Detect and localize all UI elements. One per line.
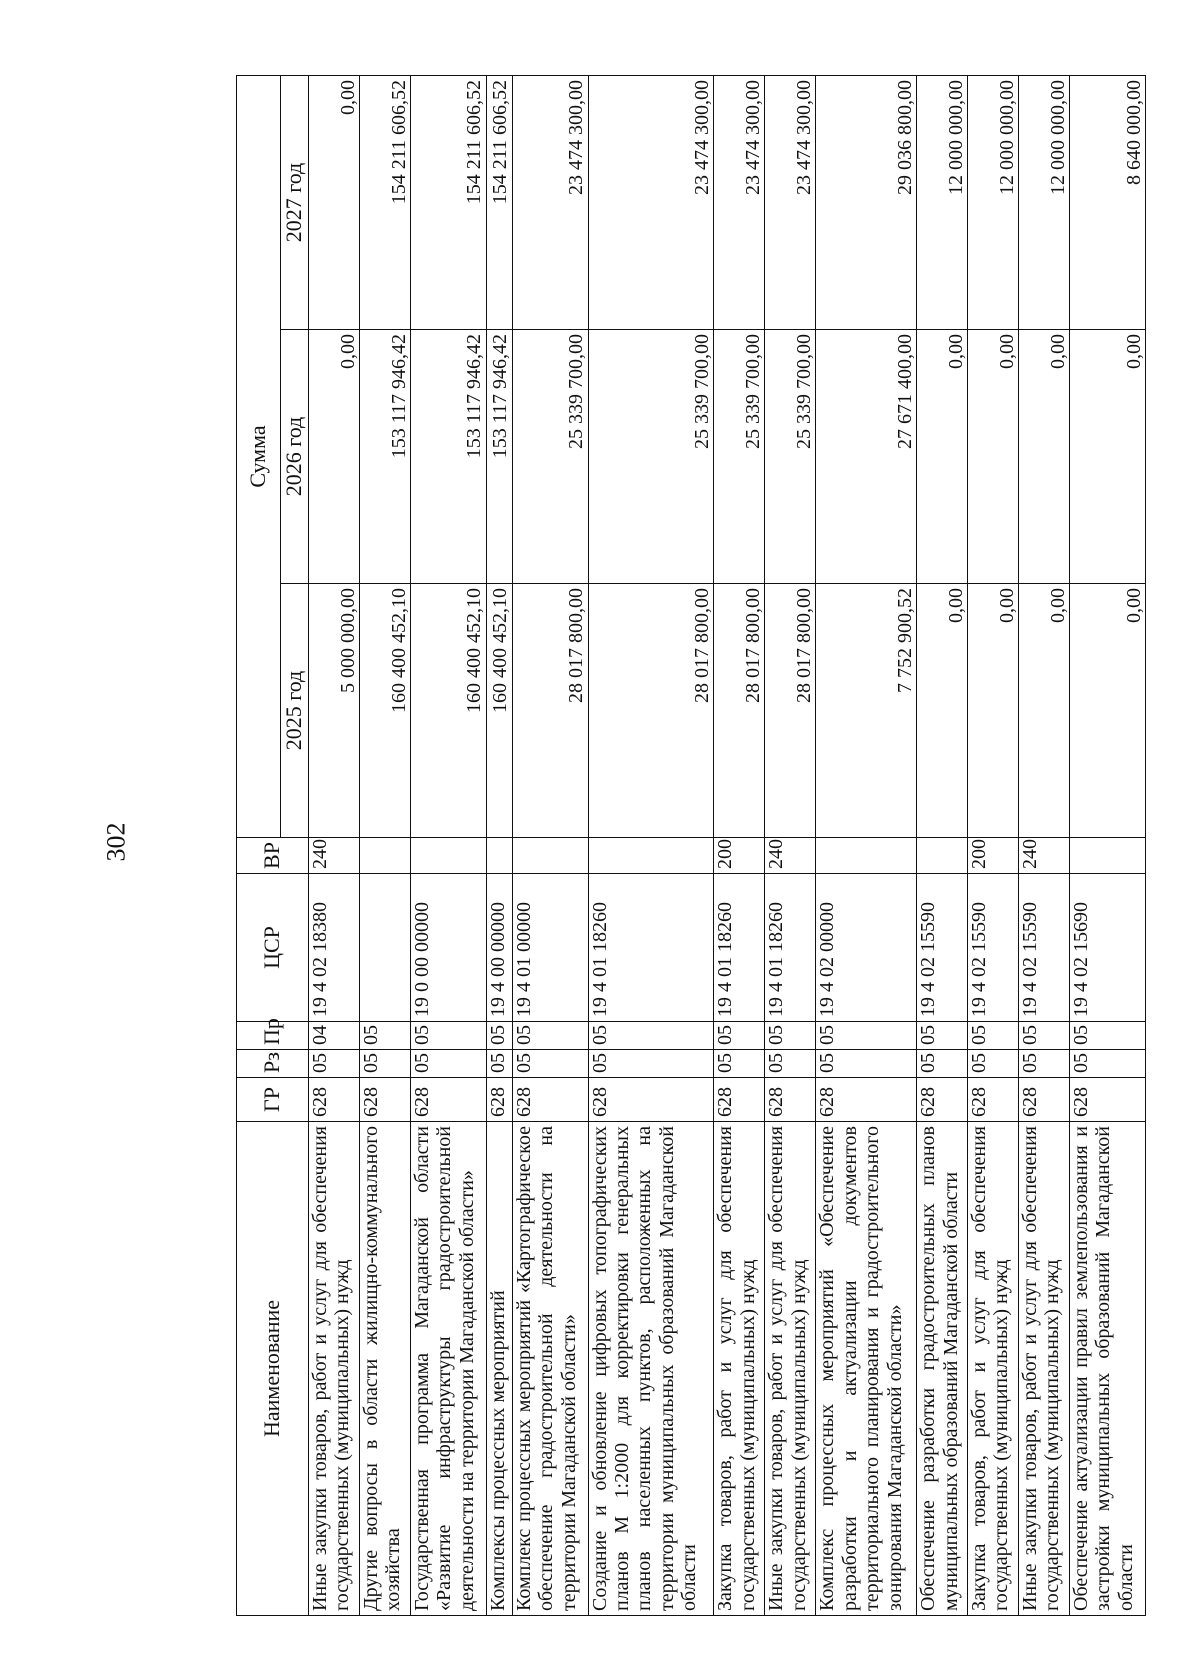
cell-rz: 05: [512, 1050, 588, 1078]
cell-2025: 0,00: [1019, 584, 1070, 838]
cell-2026: 27 671 400,00: [816, 330, 917, 584]
cell-2025: 160 400 452,10: [410, 584, 486, 838]
cell-gr: 628: [512, 1078, 588, 1122]
cell-pr: 05: [512, 1022, 588, 1050]
table-body: [309, 76, 1146, 1616]
cell-gr: 628: [309, 1078, 360, 1122]
cell-csr: 19 4 02 00000: [816, 874, 917, 1022]
cell-pr: 04: [309, 1022, 360, 1050]
cell-csr: 19 4 01 18260: [714, 874, 765, 1022]
cell-gr: 628: [486, 1078, 512, 1122]
cell-2027: 12 000 000,00: [917, 76, 968, 330]
cell-csr: [359, 874, 410, 1022]
table-row: [968, 76, 1019, 1616]
cell-2025: 160 400 452,10: [486, 584, 512, 838]
table-row: [588, 76, 714, 1616]
header-name: Наименование: [237, 1122, 309, 1616]
cell-2026: 0,00: [309, 330, 360, 584]
header-2027: 2027 год: [281, 76, 309, 330]
cell-rz: 05: [968, 1050, 1019, 1078]
cell-2025: 28 017 800,00: [714, 584, 765, 838]
cell-csr: 19 4 02 15590: [968, 874, 1019, 1022]
cell-name: Комплекс процессных мероприятий «Обеспечение разработки и актуализации документов территориального планирования и градостроительного зонирования Магаданской области»: [816, 1122, 917, 1616]
cell-2026: 25 339 700,00: [588, 330, 714, 584]
cell-2026: 0,00: [1019, 330, 1070, 584]
cell-2026: 25 339 700,00: [512, 330, 588, 584]
table-row: [410, 76, 486, 1616]
budget-table: [236, 75, 1146, 1616]
cell-csr: 19 4 00 00000: [486, 874, 512, 1022]
table-row: [765, 76, 816, 1616]
cell-pr: 05: [410, 1022, 486, 1050]
table-row: [1070, 76, 1146, 1616]
cell-name: Закупка товаров, работ и услуг для обеспечения государственных (муниципальных) нужд: [968, 1122, 1019, 1616]
table-header: [237, 76, 309, 1616]
cell-pr: 05: [1019, 1022, 1070, 1050]
cell-pr: 05: [588, 1022, 714, 1050]
cell-gr: 628: [816, 1078, 917, 1122]
cell-2026: 0,00: [968, 330, 1019, 584]
cell-2025: 28 017 800,00: [512, 584, 588, 838]
cell-rz: 05: [1019, 1050, 1070, 1078]
cell-csr: 19 4 02 15590: [917, 874, 968, 1022]
cell-rz: 05: [309, 1050, 360, 1078]
cell-pr: 05: [359, 1022, 410, 1050]
budget-table-container: [236, 76, 1146, 1616]
cell-2025: 28 017 800,00: [588, 584, 714, 838]
cell-2025: 7 752 900,52: [816, 584, 917, 838]
cell-2027: 0,00: [309, 76, 360, 330]
cell-2027: 8 640 000,00: [1070, 76, 1146, 330]
cell-rz: 05: [816, 1050, 917, 1078]
cell-2025: 0,00: [968, 584, 1019, 838]
header-gr: ГР: [237, 1078, 309, 1122]
page-number: [96, 812, 136, 872]
cell-2027: 23 474 300,00: [714, 76, 765, 330]
cell-vr: [359, 838, 410, 874]
cell-csr: 19 4 01 18260: [588, 874, 714, 1022]
cell-vr: [816, 838, 917, 874]
header-sum: Сумма: [237, 76, 281, 838]
cell-pr: 05: [765, 1022, 816, 1050]
cell-rz: 05: [765, 1050, 816, 1078]
cell-2026: 153 117 946,42: [359, 330, 410, 584]
cell-rz: 05: [359, 1050, 410, 1078]
cell-2027: 154 211 606,52: [486, 76, 512, 330]
cell-vr: 240: [765, 838, 816, 874]
header-pr: Пр: [237, 1022, 309, 1050]
cell-gr: 628: [765, 1078, 816, 1122]
table-row: [917, 76, 968, 1616]
cell-2027: 12 000 000,00: [1019, 76, 1070, 330]
cell-2027: 23 474 300,00: [588, 76, 714, 330]
cell-2027: 29 036 800,00: [816, 76, 917, 330]
cell-vr: [917, 838, 968, 874]
cell-name: Другие вопросы в области жилищно-коммунального хозяйства: [359, 1122, 410, 1616]
cell-rz: 05: [588, 1050, 714, 1078]
page-number-text: 302: [101, 822, 130, 862]
header-2025: 2025 год: [281, 584, 309, 838]
cell-vr: 240: [1019, 838, 1070, 874]
cell-2027: 23 474 300,00: [765, 76, 816, 330]
cell-2027: 154 211 606,52: [359, 76, 410, 330]
cell-2025: 28 017 800,00: [765, 584, 816, 838]
cell-vr: 200: [714, 838, 765, 874]
cell-name: Иные закупки товаров, работ и услуг для обеспечения государственных (муниципальных) нужд: [309, 1122, 360, 1616]
cell-rz: 05: [410, 1050, 486, 1078]
cell-csr: 19 4 02 15590: [1019, 874, 1070, 1022]
cell-gr: 628: [588, 1078, 714, 1122]
table-row: [309, 76, 360, 1616]
header-csr: ЦСР: [237, 874, 309, 1022]
cell-csr: 19 4 01 00000: [512, 874, 588, 1022]
cell-2025: 0,00: [917, 584, 968, 838]
cell-name: Комплексы процессных мероприятий: [486, 1122, 512, 1616]
cell-2026: 153 117 946,42: [486, 330, 512, 584]
cell-pr: 05: [968, 1022, 1019, 1050]
header-rz: Рз: [237, 1050, 309, 1078]
cell-rz: 05: [917, 1050, 968, 1078]
cell-rz: 05: [714, 1050, 765, 1078]
cell-2027: 12 000 000,00: [968, 76, 1019, 330]
cell-gr: 628: [917, 1078, 968, 1122]
cell-name: Закупка товаров, работ и услуг для обеспечения государственных (муниципальных) нужд: [714, 1122, 765, 1616]
cell-name: Иные закупки товаров, работ и услуг для обеспечения государственных (муниципальных) нужд: [1019, 1122, 1070, 1616]
cell-pr: 05: [917, 1022, 968, 1050]
cell-2027: 154 211 606,52: [410, 76, 486, 330]
cell-vr: [588, 838, 714, 874]
cell-2026: 25 339 700,00: [714, 330, 765, 584]
cell-csr: 19 0 00 00000: [410, 874, 486, 1022]
cell-name: Комплекс процессных мероприятий «Картографическое обеспечение градостроительной деятельности на территории Магаданской области»: [512, 1122, 588, 1616]
cell-2025: 0,00: [1070, 584, 1146, 838]
table-row: [714, 76, 765, 1616]
table-row: [359, 76, 410, 1616]
cell-csr: 19 4 01 18260: [765, 874, 816, 1022]
table-row: [1019, 76, 1070, 1616]
cell-gr: 628: [968, 1078, 1019, 1122]
header-2026: 2026 год: [281, 330, 309, 584]
cell-2026: 25 339 700,00: [765, 330, 816, 584]
cell-vr: [486, 838, 512, 874]
cell-pr: 05: [816, 1022, 917, 1050]
cell-gr: 628: [1070, 1078, 1146, 1122]
cell-vr: 240: [309, 838, 360, 874]
cell-vr: [512, 838, 588, 874]
cell-gr: 628: [359, 1078, 410, 1122]
cell-rz: 05: [1070, 1050, 1146, 1078]
table-row: [816, 76, 917, 1616]
cell-name: Иные закупки товаров, работ и услуг для обеспечения государственных (муниципальных) нужд: [765, 1122, 816, 1616]
cell-gr: 628: [410, 1078, 486, 1122]
table-row: [512, 76, 588, 1616]
cell-rz: 05: [486, 1050, 512, 1078]
cell-2026: 0,00: [917, 330, 968, 584]
cell-name: Обеспечение актуализации правил землепользования и застройки муниципальных образований Магаданской области: [1070, 1122, 1146, 1616]
cell-2027: 23 474 300,00: [512, 76, 588, 330]
cell-2025: 160 400 452,10: [359, 584, 410, 838]
cell-2026: 153 117 946,42: [410, 330, 486, 584]
cell-name: Создание и обновление цифровых топографических планов М 1:2000 для корректировки генеральных планов населенных пунктов, расположенных на территории муниципальных образований Магаданской области: [588, 1122, 714, 1616]
cell-name: Государственная программа Магаданской области «Развитие инфраструктуры градостроительной деятельности на территории Магаданской области»: [410, 1122, 486, 1616]
cell-vr: [1070, 838, 1146, 874]
cell-pr: 05: [714, 1022, 765, 1050]
table-row: [486, 76, 512, 1616]
cell-vr: 200: [968, 838, 1019, 874]
header-vr: ВР: [237, 838, 309, 874]
cell-gr: 628: [714, 1078, 765, 1122]
cell-vr: [410, 838, 486, 874]
cell-2025: 5 000 000,00: [309, 584, 360, 838]
cell-pr: 05: [486, 1022, 512, 1050]
cell-csr: 19 4 02 15690: [1070, 874, 1146, 1022]
cell-csr: 19 4 02 18380: [309, 874, 360, 1022]
cell-name: Обеспечение разработки градостроительных планов муниципальных образований Магаданской области: [917, 1122, 968, 1616]
cell-2026: 0,00: [1070, 330, 1146, 584]
cell-gr: 628: [1019, 1078, 1070, 1122]
cell-pr: 05: [1070, 1022, 1146, 1050]
